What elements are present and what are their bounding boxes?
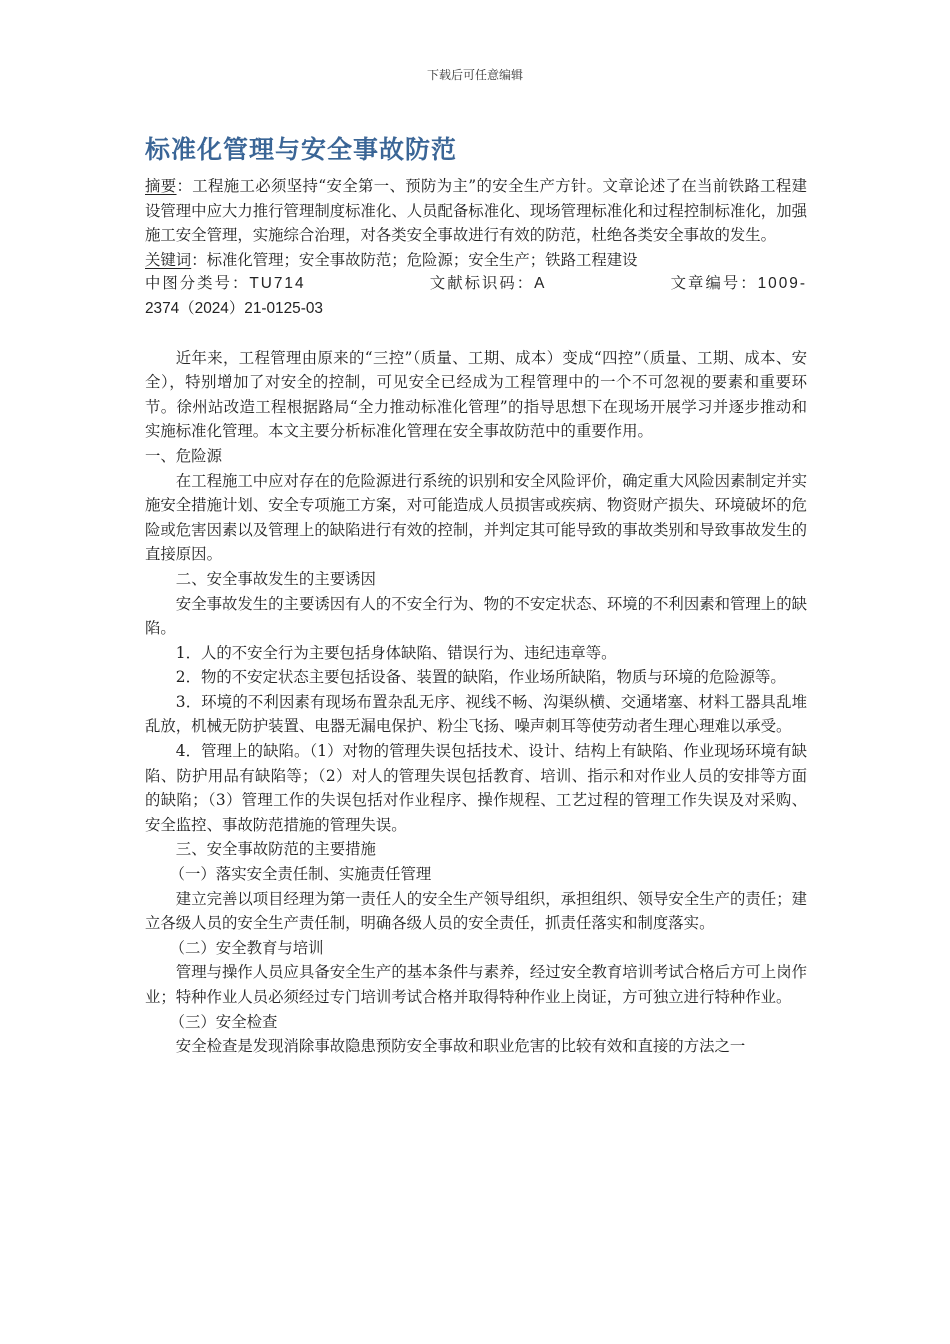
section-1-heading: 一、危险源 [145,446,222,465]
subsection-3-heading: （三）安全检查 [169,1012,278,1031]
section-3-heading: 三、安全事故防范的主要措施 [175,840,376,859]
article-number-continued: 2374（2024）21-0125-03 [145,299,323,317]
subsection-1-paragraph: 建立完善以项目经理为第一责任人的安全生产领导组织，承担组织、领导安全生产的责任；建立各级人员的安全生产责任制，明确各级人员的安全责任，抓责任落实和制度落实。 [145,889,807,933]
subsection-1-heading: （一）落实安全责任制、实施责任管理 [169,865,432,884]
abstract-text: ：工程施工必须坚持“安全第一、预防为主”的安全生产方针。文章论述了在当前铁路工程建设管理中应大力推行管理制度标准化、人员配备标准化、现场管理标准化和过程控制标准化，加强施工安全管理，实施综合治理，对各类安全事故进行有效的防范，杜绝各类安全事故的发生。 [145,177,807,245]
abstract-label: 摘要 [145,177,177,195]
list-item-3: 3．环境的不利因素有现场布置杂乱无序、视线不畅、沟渠纵横、交通堵塞、材料工器具乱堆乱放，机械无防护装置、电器无漏电保护、粉尘飞扬、噪声刺耳等使劳动者生理心理难以承受。 [145,692,807,736]
section-2-heading: 二、安全事故发生的主要诱因 [175,569,376,588]
list-item-2: 2．物的不安定状态主要包括设备、装置的缺陷，作业场所缺陷，物质与环境的危险源等。 [175,668,786,687]
subsection-2-paragraph: 管理与操作人员应具备安全生产的基本条件与素养，经过安全教育培训考试合格后方可上岗作业；特种作业人员必须经过专门培训考试合格并取得特种作业上岗证，方可独立进行特种作业。 [145,963,807,1006]
keywords-text: ：标准化管理；安全事故防范；危险源；安全生产；铁路工程建设 [191,250,638,269]
document-title: 标准化管理与安全事故防范 [145,135,458,164]
list-item-1: 1．人的不安全行为主要包括身体缺陷、错误行为、违纪违章等。 [175,643,617,662]
clc-number: 中图分类号：TU714 [145,275,306,293]
intro-paragraph: 近年来，工程管理由原来的“三控”（质量、工期、成本）变成“四控”（质量、工期、成本、安全），特别增加了对安全的控制，可见安全已经成为工程管理中的一个不可忽视的要素和重要环节。徐州站改造工程根据路局“全力推动标准化管理”的指导思想下在现场开展学习并逐步推动和实施标准化管理。本文主要分析标准化管理在安全事故防范中的重要作用。 [145,348,807,441]
keywords [145,248,807,273]
article-number: 文章编号：1009- [670,275,807,293]
section-2-paragraph: 安全事故发生的主要诱因有人的不安全行为、物的不安定状态、环境的不利因素和管理上的缺陷。 [145,594,807,638]
document-body [145,174,807,1059]
section-1-paragraph: 在工程施工中应对存在的危险源进行系统的识别和安全风险评价，确定重大风险因素制定并实施安全措施计划、安全专项施工方案，对可能造成人员损害或疾病、物资财产损失、环境破坏的危险或危害因素以及管理上的缺陷进行有效的控制，并判定其可能导致的事故类别和导致事故发生的直接原因。 [145,471,807,564]
subsection-3-paragraph: 安全检查是发现消除事故隐患预防安全事故和职业危害的比较有效和直接的方法之一 [175,1037,746,1056]
spacer [145,322,807,346]
page-header: 下载后可任意编辑 [426,68,523,82]
keywords-label: 关键词 [145,250,192,269]
classification-line [145,272,807,297]
document-code: 文献标识码：A [429,275,547,293]
list-item-4: 4．管理上的缺陷。（1）对物的管理失误包括技术、设计、结构上有缺陷、作业现场环境有缺陷、防护用品有缺陷等；（2）对人的管理失误包括教育、培训、指示和对作业人员的安排等方面的缺陷；（3）管理工作的失误包括对作业程序、操作规程、工艺过程的管理工作失误及对采购、安全监控、事故防范措施的管理失误。 [145,742,807,834]
abstract [145,174,807,248]
subsection-2-heading: （二）安全教育与培训 [169,938,324,957]
